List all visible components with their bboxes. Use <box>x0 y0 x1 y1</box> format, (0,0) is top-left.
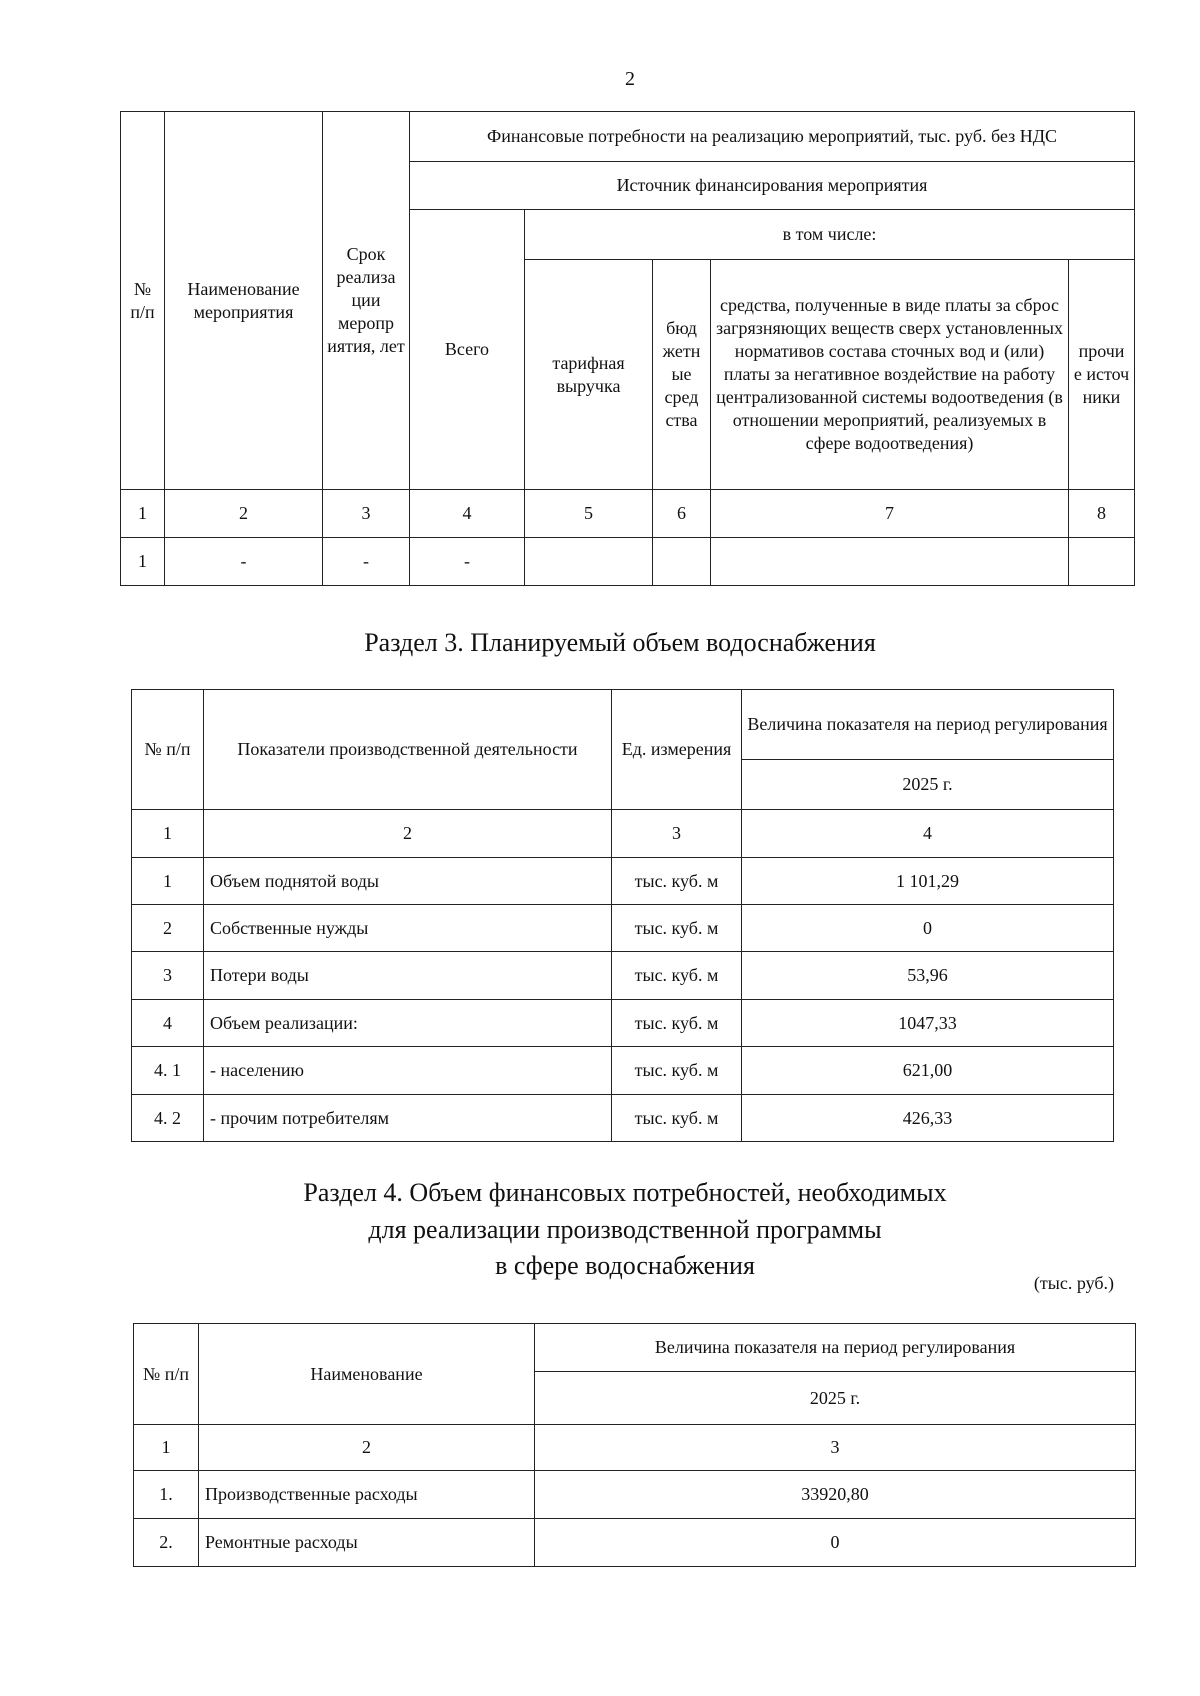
water-supply-table <box>131 689 1114 1142</box>
row-unit: тыс. куб. м <box>612 905 742 952</box>
col-number: 2 <box>199 1425 535 1471</box>
row-unit: тыс. куб. м <box>612 1095 742 1142</box>
header-year: 2025 г. <box>535 1372 1136 1425</box>
col-number: 1 <box>121 490 165 538</box>
header-total: Всего <box>410 210 525 490</box>
col-number: 4 <box>410 490 525 538</box>
section-4-title-line-3: в сфере водоснабжения <box>495 1251 755 1280</box>
col-number: 7 <box>711 490 1069 538</box>
table-row <box>134 1519 1136 1567</box>
table-cell: 1 <box>121 538 165 586</box>
header-name: Наименование <box>199 1324 535 1425</box>
page-number: 2 <box>625 68 635 90</box>
table-cell: - <box>323 538 410 586</box>
row-name: - населению <box>204 1047 612 1095</box>
table-row <box>132 1047 1114 1095</box>
financing-table <box>120 111 1135 586</box>
col-number: 5 <box>525 490 653 538</box>
table-cell: - <box>410 538 525 586</box>
row-value: 0 <box>535 1519 1136 1567</box>
header-number: № п/п <box>132 690 204 810</box>
row-name: Ремонтные расходы <box>199 1519 535 1567</box>
row-name: Собственные нужды <box>204 905 612 952</box>
header-financial-needs: Финансовые потребности на реализацию мероприятий, тыс. руб. без НДС <box>410 112 1135 162</box>
header-value: Величина показателя на период регулирования <box>535 1324 1136 1372</box>
row-unit: тыс. куб. м <box>612 1000 742 1047</box>
row-number: 1 <box>132 858 204 905</box>
row-name: - прочим потребителям <box>204 1095 612 1142</box>
header-year: 2025 г. <box>742 760 1114 810</box>
header-pollution-fees: средства, полученные в виде платы за сброс загрязняющих веществ сверх установленных нормативов состава сточных вод и (или) платы за негативное воздействие на работу централизованной системы водоотведения (в отношении мероприятий, реализуемых в сфере водоотведения) <box>711 260 1069 490</box>
col-number: 3 <box>612 810 742 858</box>
row-number: 4. 2 <box>132 1095 204 1142</box>
header-name: Наименование мероприятия <box>165 112 323 490</box>
header-tariff-revenue: тарифная выручка <box>525 260 653 490</box>
row-name: Объем поднятой воды <box>204 858 612 905</box>
row-number: 2. <box>134 1519 199 1567</box>
header-including: в том числе: <box>525 210 1135 260</box>
header-number: № п/п <box>121 112 165 490</box>
row-value: 33920,80 <box>535 1471 1136 1519</box>
table-cell: - <box>165 538 323 586</box>
col-number: 3 <box>323 490 410 538</box>
header-indicator: Показатели производственной деятельности <box>204 690 612 810</box>
row-value: 53,96 <box>742 952 1114 1000</box>
table-row <box>132 952 1114 1000</box>
row-number: 4. 1 <box>132 1047 204 1095</box>
col-number: 6 <box>653 490 711 538</box>
section-4-title-line-2: для реализации производственной программы <box>368 1215 882 1244</box>
table-row <box>132 858 1114 905</box>
row-name: Объем реализации: <box>204 1000 612 1047</box>
row-number: 4 <box>132 1000 204 1047</box>
col-number: 2 <box>165 490 323 538</box>
row-value: 621,00 <box>742 1047 1114 1095</box>
row-number: 2 <box>132 905 204 952</box>
row-unit: тыс. куб. м <box>612 952 742 1000</box>
col-number: 1 <box>134 1425 199 1471</box>
header-value: Величина показателя на период регулирования <box>742 690 1114 760</box>
table-cell <box>525 538 653 586</box>
col-number: 1 <box>132 810 204 858</box>
header-term: Срок реализа ции меропр иятия, лет <box>323 112 410 490</box>
col-number: 4 <box>742 810 1114 858</box>
header-budget-funds: бюд жетн ые сред ства <box>653 260 711 490</box>
table-row <box>132 1000 1114 1047</box>
header-funding-source: Источник финансирования мероприятия <box>410 162 1135 210</box>
col-number: 8 <box>1069 490 1135 538</box>
row-number: 1. <box>134 1471 199 1519</box>
table-row <box>132 1095 1114 1142</box>
header-unit: Ед. измерения <box>612 690 742 810</box>
financial-needs-table <box>133 1323 1136 1567</box>
row-value: 1 101,29 <box>742 858 1114 905</box>
section-4-title-line-1: Раздел 4. Объем финансовых потребностей, необходимых <box>303 1178 947 1207</box>
header-number: № п/п <box>134 1324 199 1425</box>
col-number: 3 <box>535 1425 1136 1471</box>
row-unit: тыс. куб. м <box>612 1047 742 1095</box>
table-row <box>132 905 1114 952</box>
table-row <box>121 538 1135 586</box>
unit-note: (тыс. руб.) <box>1033 1273 1114 1293</box>
row-name: Производственные расходы <box>199 1471 535 1519</box>
row-value: 1047,33 <box>742 1000 1114 1047</box>
section-3-title: Раздел 3. Планируемый объем водоснабжения <box>364 628 876 657</box>
row-number: 3 <box>132 952 204 1000</box>
col-number: 2 <box>204 810 612 858</box>
header-other-sources: прочи е источ ники <box>1069 260 1135 490</box>
table-cell <box>1069 538 1135 586</box>
row-name: Потери воды <box>204 952 612 1000</box>
row-unit: тыс. куб. м <box>612 858 742 905</box>
table-cell <box>711 538 1069 586</box>
row-value: 426,33 <box>742 1095 1114 1142</box>
table-row <box>134 1471 1136 1519</box>
row-value: 0 <box>742 905 1114 952</box>
table-cell <box>653 538 711 586</box>
